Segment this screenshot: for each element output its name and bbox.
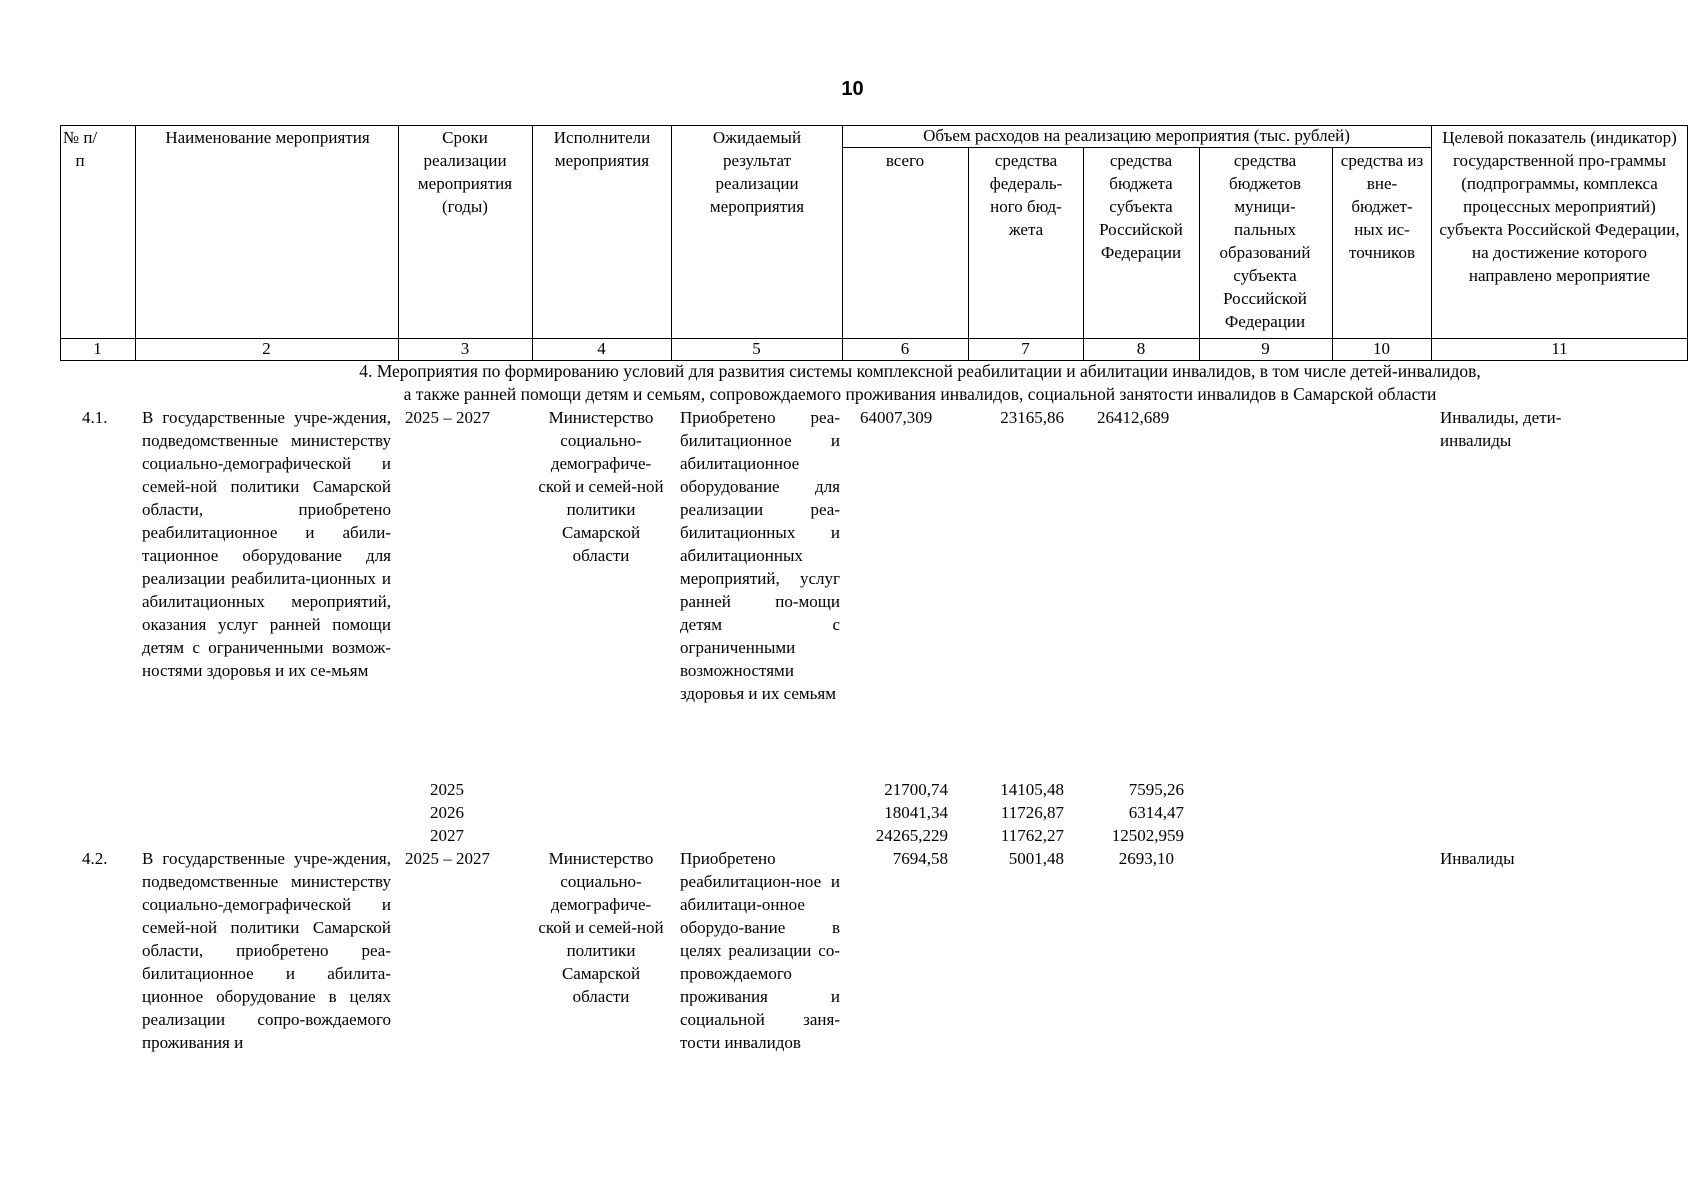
year-regional-2027: 12502,959 xyxy=(1111,826,1184,845)
row-federal: 23165,86 xyxy=(1000,408,1064,427)
col-number-7: 7 xyxy=(1021,339,1030,358)
year-2026: 2026 xyxy=(430,803,464,822)
year-total-2026: 18041,34 xyxy=(884,803,948,822)
row-name: В государственные учре-ждения, подведомственные министерству социально-демографической и семей-ной политики Самарской области, приобретено реа-билитационное и абилита-ционное оборудование в целях реализации сопро-вождаемого проживания и xyxy=(142,849,391,1052)
section-title-line-1: 4. Мероприятия по формированию условий для развития системы комплексной реабилитации и абилитации инвалидов, в том числе детей-инвалидов, xyxy=(359,361,1481,381)
row-terms: 2025 – 2027 xyxy=(405,849,490,868)
row-federal: 5001,48 xyxy=(1008,849,1064,868)
col-number-2: 2 xyxy=(262,339,271,358)
year-2027: 2027 xyxy=(430,826,464,845)
col-number-9: 9 xyxy=(1261,339,1270,358)
header-name: Наименование мероприятия xyxy=(165,128,370,147)
row-number: 4.1. xyxy=(82,408,108,427)
col-number-3: 3 xyxy=(460,339,470,358)
header-total: всего xyxy=(885,151,925,170)
col-number-10: 10 xyxy=(1373,339,1390,358)
row-executor: Министерство социально-демографиче-ской и семей-ной политики Самарской области xyxy=(538,849,664,1006)
row-name: В государственные учре-ждения, подведомственные министерству социально-демографической и семей-ной политики Самарской области, приобретено реабилитационное и абили-тационное оборудование для реализации реабилита-ционных и абилитационных мероприятий, оказания услуг ранней помощи детям с ограниченными возмож-ностями здоровья и их се-мьям xyxy=(142,408,391,680)
col-number-11: 11 xyxy=(1551,339,1568,358)
header-federal: средства федераль-ного бюд-жета xyxy=(989,151,1063,239)
header-result: Ожидаемый результат реализации мероприятия xyxy=(709,128,805,216)
row-terms: 2025 – 2027 xyxy=(405,408,490,427)
col-number-1: 1 xyxy=(93,339,102,358)
row-result: Приобретено реабилитацион-ное и абилитаци-онное оборудо-вание в целях реализации со-провождаемого проживания и социальной заня-тости инвалидов xyxy=(680,849,840,1052)
year-federal-2025: 14105,48 xyxy=(1000,780,1064,799)
year-regional-2025: 7595,26 xyxy=(1128,780,1184,799)
header-no: № п/п xyxy=(62,128,98,170)
year-regional-2026: 6314,47 xyxy=(1128,803,1184,822)
row-regional: 26412,689 xyxy=(1097,408,1170,427)
year-list xyxy=(430,778,490,847)
col-number-8: 8 xyxy=(1136,339,1146,358)
table-header xyxy=(60,125,1688,361)
year-total-2027: 24265,229 xyxy=(875,826,948,845)
header-executors: Исполнители мероприятия xyxy=(553,128,651,170)
header-expenses: Объем расходов на реализацию мероприятия (тыс. рублей) xyxy=(923,126,1350,145)
year-total-2025: 21700,74 xyxy=(884,780,948,799)
col-number-4: 4 xyxy=(597,339,606,358)
col-number-5: 5 xyxy=(752,339,761,358)
row-regional: 2693,10 xyxy=(1118,849,1174,868)
header-terms: Сроки реализации мероприятия (годы) xyxy=(417,128,513,216)
year-totals xyxy=(850,778,948,847)
year-federal xyxy=(960,778,1064,847)
year-2025: 2025 xyxy=(430,780,464,799)
section-title-line-2: а также ранней помощи детям и семьям, сопровождаемого проживания инвалидов, социальной занятости инвалидов в Самарской области xyxy=(403,384,1437,404)
header-extra: средства из вне-бюджет-ных ис-точников xyxy=(1340,151,1424,262)
year-regional xyxy=(1080,778,1184,847)
row-target: Инвалиды xyxy=(1440,849,1515,868)
row-target: Инвалиды, дети-инвалиды xyxy=(1440,408,1562,450)
row-total: 7694,58 xyxy=(892,849,948,868)
year-federal-2026: 11726,87 xyxy=(1000,803,1064,822)
header-municipal: средства бюджетов муници-пальных образований субъекта Российской Федерации xyxy=(1219,151,1311,331)
row-number: 4.2. xyxy=(82,849,108,868)
header-target: Целевой показатель (индикатор) государственной про-граммы (подпрограммы, комплекса процессных мероприятий) субъекта Российской Федерации, на достижение которого направлено мероприятие xyxy=(1439,128,1680,285)
row-executor: Министерство социально-демографиче-ской и семей-ной политики Самарской области xyxy=(538,408,664,565)
row-total: 64007,309 xyxy=(860,408,933,427)
page-number: 10 xyxy=(841,78,864,100)
row-result: Приобретено реа-билитационное и абилитационное оборудование для реализации реа-билитационных и абилитационных мероприятий, услуг ранней по-мощи детям с ограниченными возможностями здоровья и их семьям xyxy=(680,408,840,703)
header-regional: средства бюджета субъекта Российской Федерации xyxy=(1099,151,1183,262)
year-federal-2027: 11762,27 xyxy=(1000,826,1064,845)
col-number-6: 6 xyxy=(900,339,910,358)
section-title xyxy=(230,360,1610,406)
